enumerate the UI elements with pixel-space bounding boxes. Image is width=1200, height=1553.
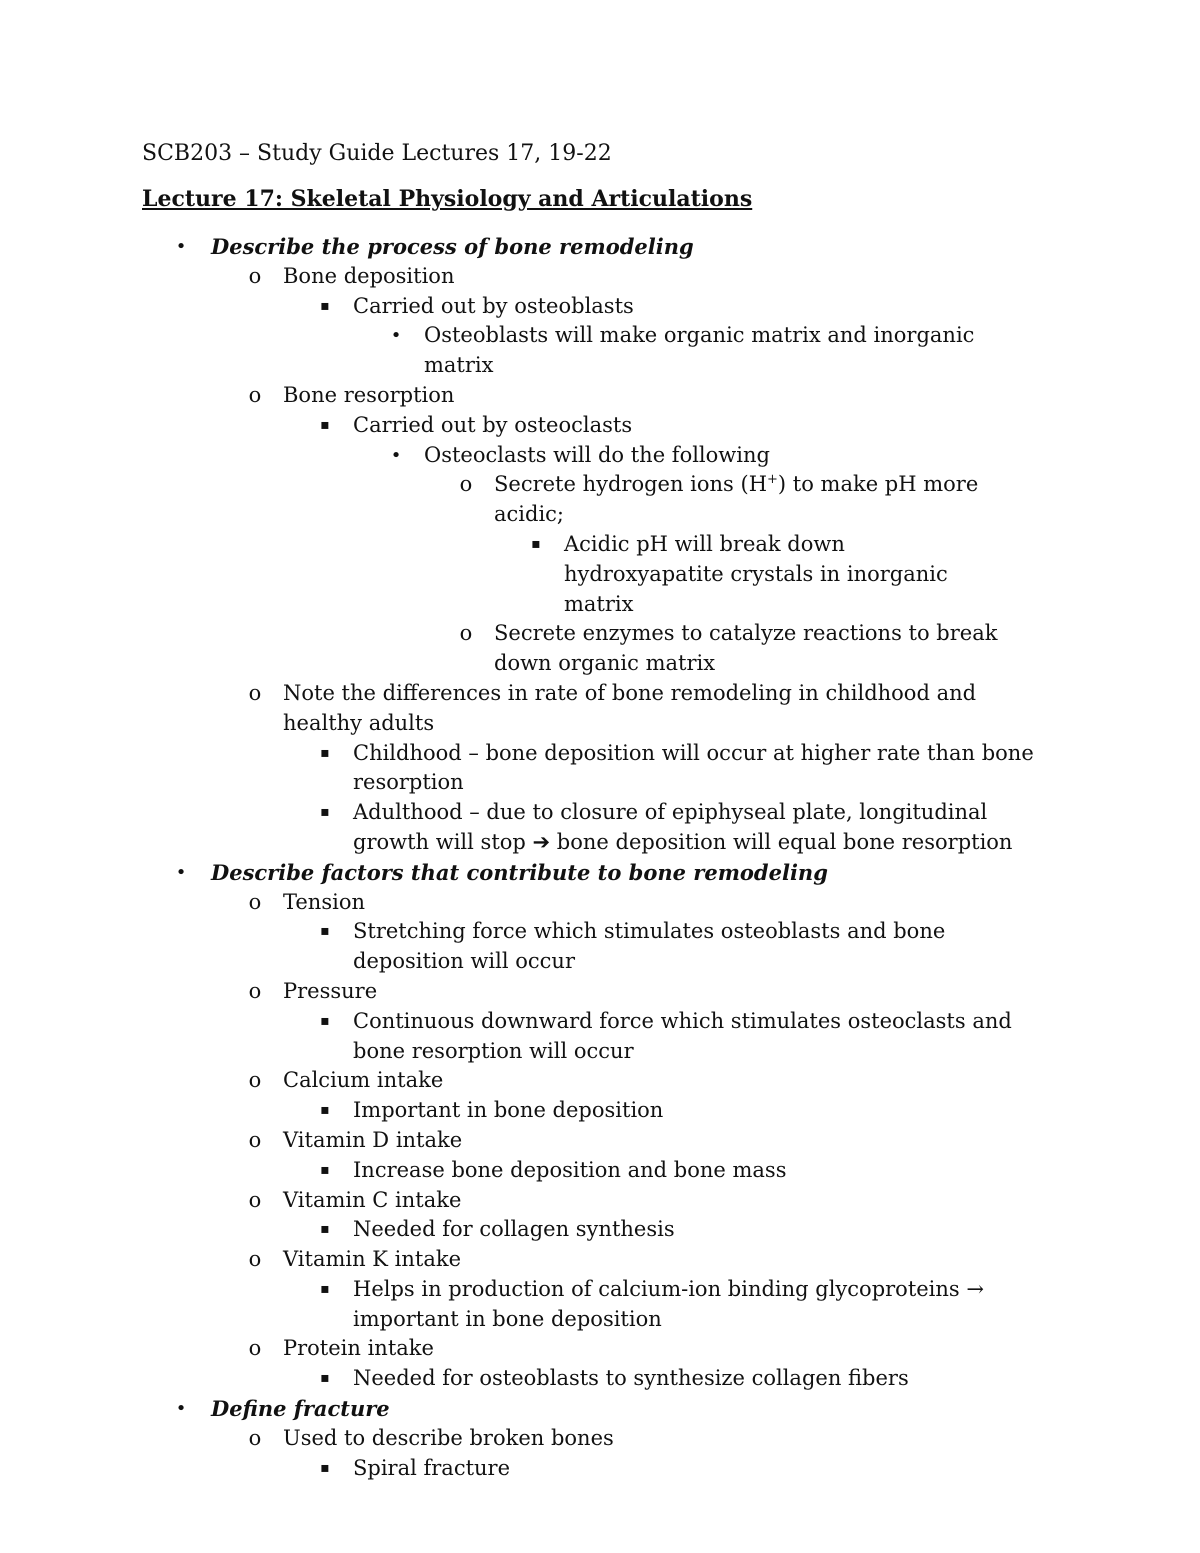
bullet-marker: ▪	[320, 1102, 330, 1119]
list-item-text: Needed for collagen synthesis	[353, 1217, 675, 1242]
list-item	[0, 679, 1200, 739]
list-item-text: Note the differences in rate of bone remodeling in childhood and healthy adults	[283, 680, 977, 735]
bullet-marker: •	[175, 236, 187, 257]
list-item-text: Protein intake	[283, 1336, 434, 1361]
list-item	[0, 858, 1200, 888]
list-item-text: Continuous downward force which stimulates osteoclasts and bone resorption will occur	[353, 1008, 1012, 1063]
bullet-marker: o	[248, 1336, 262, 1361]
list-item	[0, 1394, 1200, 1424]
list-item-text: Define fracture	[211, 1396, 390, 1422]
list-item-text: Needed for osteoblasts to synthesize collagen fibers	[353, 1366, 909, 1391]
list-item	[0, 232, 1200, 262]
bullet-marker: ▪	[320, 1161, 330, 1178]
list-item-text: Describe factors that contribute to bone remodeling	[211, 859, 828, 885]
bullet-marker: ▪	[320, 804, 330, 821]
list-item	[0, 292, 1200, 322]
list-item	[0, 1126, 1200, 1156]
list-item-text-part: Secrete hydrogen ions (H	[494, 472, 768, 497]
list-item-text: Bone deposition	[283, 263, 455, 288]
list-item	[0, 798, 1200, 858]
bullet-marker: o	[248, 1187, 262, 1212]
bullet-marker: o	[248, 263, 262, 288]
bullet-marker: •	[175, 861, 187, 883]
list-item-text: Increase bone deposition and bone mass	[353, 1157, 787, 1182]
bullet-marker: o	[459, 621, 473, 646]
bullet-marker: ▪	[320, 1280, 330, 1297]
list-item	[0, 977, 1200, 1007]
list-item-text	[494, 470, 1034, 530]
bullet-marker: ▪	[320, 923, 330, 940]
bullet-marker: ▪	[320, 1459, 330, 1476]
bullet-marker: o	[248, 1425, 262, 1450]
bullet-marker: ▪	[320, 1221, 330, 1238]
bullet-marker: o	[459, 472, 473, 497]
list-item	[0, 1007, 1200, 1067]
list-item	[0, 530, 1200, 619]
list-item	[0, 619, 1200, 679]
list-item	[0, 1215, 1200, 1245]
document-title: SCB203 – Study Guide Lectures 17, 19-22	[142, 141, 612, 166]
list-item-text: Osteoblasts will make organic matrix and inorganic matrix	[424, 323, 975, 378]
bullet-marker: o	[248, 1068, 262, 1093]
list-item-text: Calcium intake	[283, 1068, 444, 1093]
list-item-text: Childhood – bone deposition will occur at higher rate than bone resorption	[353, 740, 1034, 795]
list-item	[0, 888, 1200, 918]
list-item-text: Vitamin C intake	[283, 1187, 462, 1212]
list-item-text: Carried out by osteoblasts	[353, 293, 634, 318]
list-item-text: Vitamin D intake	[283, 1127, 463, 1152]
list-item	[0, 739, 1200, 799]
list-item	[0, 470, 1200, 530]
list-item-text: Secrete enzymes to catalyze reactions to break down organic matrix	[494, 621, 998, 676]
list-item-text: Describe the process of bone remodeling	[211, 234, 694, 259]
list-item-text: Osteoclasts will do the following	[424, 442, 770, 467]
list-item-text-part: ) to make pH more acidic;	[494, 472, 979, 527]
bullet-marker: ▪	[320, 744, 330, 761]
list-item-text: Stretching force which stimulates osteoblasts and bone deposition will occur	[353, 919, 946, 974]
bullet-marker: •	[390, 325, 402, 347]
list-item	[0, 441, 1200, 471]
bullet-marker: o	[248, 978, 262, 1003]
list-item-text: Pressure	[283, 978, 378, 1003]
bullet-marker: ▪	[531, 535, 541, 552]
list-item	[0, 1186, 1200, 1216]
list-item-text: Adulthood – due to closure of epiphyseal plate, longitudinal growth will stop ➔ bone deposition will equal bone resorption	[353, 800, 1013, 854]
bullet-marker: o	[248, 680, 262, 705]
list-item	[0, 411, 1200, 441]
outline-list	[0, 232, 1200, 1483]
list-item	[0, 1096, 1200, 1126]
list-item-text: Tension	[283, 889, 365, 914]
section-heading: Lecture 17: Skeletal Physiology and Articulations	[142, 186, 753, 212]
bullet-marker: ▪	[320, 1012, 330, 1029]
bullet-marker: ▪	[320, 1370, 330, 1387]
list-item-text: Acidic pH will break down hydroxyapatite crystals in inorganic matrix	[564, 531, 948, 616]
list-item	[0, 1334, 1200, 1364]
list-item-text: Used to describe broken bones	[283, 1425, 614, 1450]
bullet-marker: •	[175, 1398, 187, 1420]
list-item-text: Spiral fracture	[353, 1455, 511, 1480]
bullet-marker: ▪	[320, 297, 330, 314]
list-item	[0, 1275, 1200, 1335]
bullet-marker: •	[390, 444, 402, 466]
list-item	[0, 917, 1200, 977]
list-item	[0, 1424, 1200, 1454]
bullet-marker: o	[248, 1127, 262, 1152]
list-item-text: Bone resorption	[283, 382, 455, 407]
list-item	[0, 1066, 1200, 1096]
bullet-marker: o	[248, 1247, 262, 1272]
list-item-text: Carried out by osteoclasts	[353, 412, 633, 437]
list-item	[0, 1156, 1200, 1186]
list-item	[0, 262, 1200, 292]
list-item	[0, 381, 1200, 411]
superscript: +	[767, 472, 778, 488]
bullet-marker: o	[248, 382, 262, 407]
bullet-marker: o	[248, 889, 262, 914]
list-item-text: Helps in production of calcium-ion binding glycoproteins → important in bone deposition	[353, 1276, 984, 1331]
list-item	[0, 1454, 1200, 1484]
list-item	[0, 321, 1200, 381]
list-item	[0, 1364, 1200, 1394]
list-item-text: Important in bone deposition	[353, 1098, 664, 1123]
list-item	[0, 1245, 1200, 1275]
bullet-marker: ▪	[320, 416, 330, 433]
list-item-text: Vitamin K intake	[283, 1247, 462, 1272]
